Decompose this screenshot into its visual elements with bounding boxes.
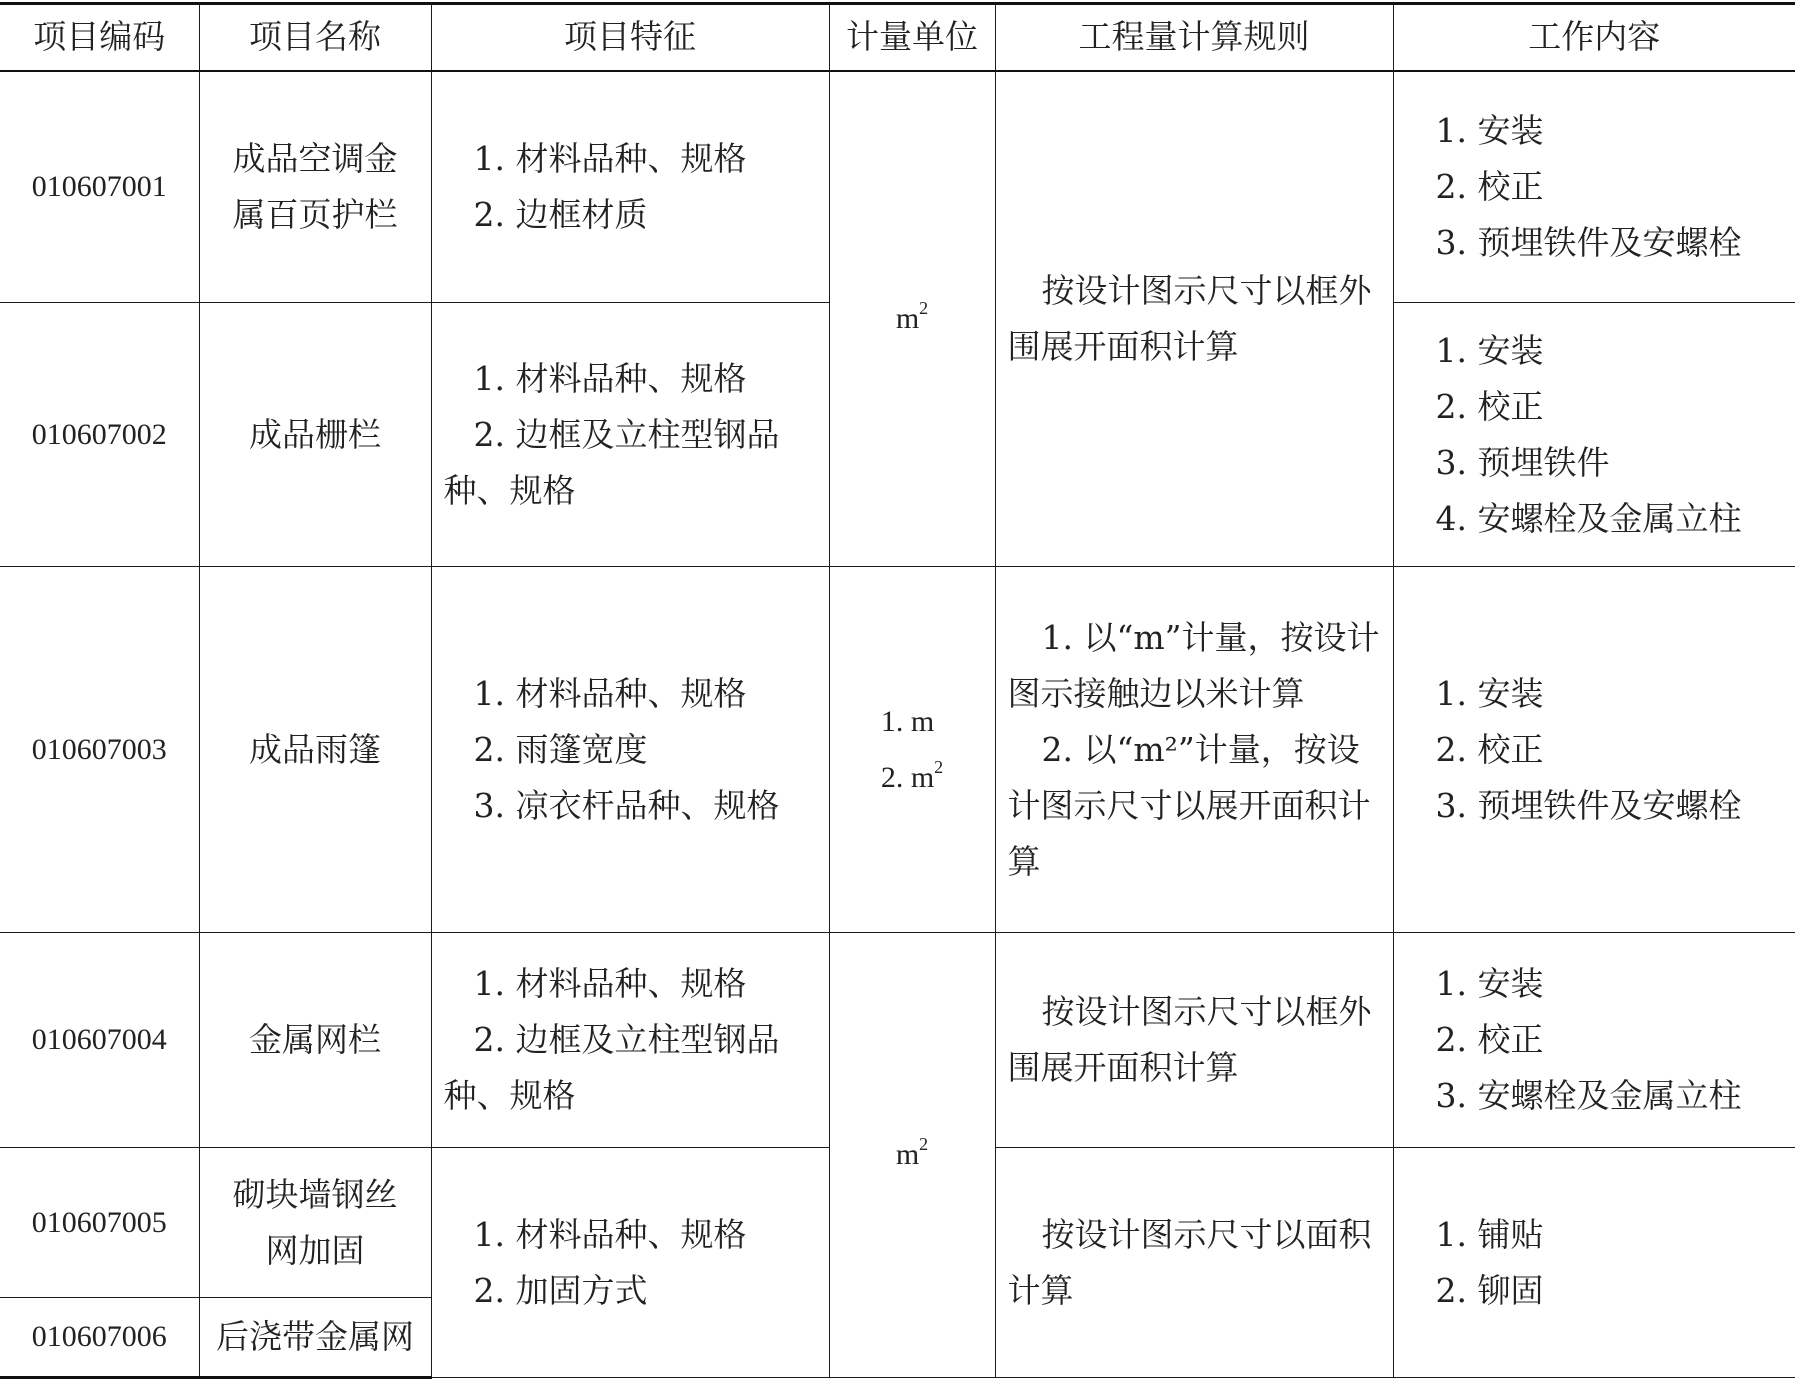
table-row bbox=[0, 71, 1795, 303]
unit-cell bbox=[829, 71, 995, 567]
rule-text: 2. 以“m²”计量，按设计图示尺寸以展开面积计算 bbox=[1007, 729, 1371, 881]
item-features bbox=[431, 71, 829, 303]
work-content bbox=[1393, 71, 1795, 303]
rule-text: 1. 以“m”计量，按设计图示接触边以米计算 bbox=[1007, 617, 1380, 713]
bill-of-quantities-table bbox=[0, 2, 1795, 1379]
calculation-rule bbox=[995, 71, 1393, 567]
item-features bbox=[431, 1148, 829, 1378]
work-line: 1. 安装 bbox=[1435, 330, 1544, 370]
work-line: 1. 安装 bbox=[1435, 673, 1544, 713]
feature-line: 2. 边框及立柱型钢品种、规格 bbox=[443, 414, 780, 510]
unit-text: m bbox=[895, 301, 920, 335]
work-line: 2. 校正 bbox=[1435, 729, 1544, 769]
unit-superscript: 2 bbox=[934, 756, 944, 777]
rule-text: 按设计图示尺寸以框外围展开面积计算 bbox=[1007, 270, 1372, 366]
item-code: 010607002 bbox=[0, 303, 199, 567]
unit-superscript: 2 bbox=[919, 1134, 929, 1154]
calculation-rule bbox=[995, 1148, 1393, 1378]
work-line: 2. 校正 bbox=[1435, 386, 1544, 426]
item-name: 后浇带金属网 bbox=[199, 1298, 431, 1378]
rule-text: 按设计图示尺寸以面积计算 bbox=[1007, 1214, 1372, 1310]
work-line: 3. 预埋铁件及安螺栓 bbox=[1435, 222, 1742, 262]
feature-line: 1. 材料品种、规格 bbox=[473, 1214, 747, 1254]
work-content bbox=[1393, 303, 1795, 567]
unit-line-text: 2. m bbox=[880, 760, 935, 794]
item-name-text: 成品空调金属百页护栏 bbox=[232, 138, 398, 234]
work-line: 3. 预埋铁件 bbox=[1435, 442, 1610, 482]
feature-line: 1. 材料品种、规格 bbox=[473, 138, 747, 178]
work-content bbox=[1393, 1148, 1795, 1378]
table-row bbox=[0, 567, 1795, 933]
feature-line: 2. 边框材质 bbox=[473, 194, 648, 234]
header-work-content: 工作内容 bbox=[1393, 4, 1795, 71]
unit-cell bbox=[829, 933, 995, 1378]
item-code: 010607006 bbox=[0, 1298, 199, 1378]
feature-line: 2. 雨篷宽度 bbox=[473, 729, 648, 769]
work-line: 3. 预埋铁件及安螺栓 bbox=[1435, 785, 1742, 825]
work-content bbox=[1393, 567, 1795, 933]
work-line: 3. 安螺栓及金属立柱 bbox=[1435, 1076, 1742, 1115]
feature-line: 1. 材料品种、规格 bbox=[473, 964, 747, 1003]
calculation-rule bbox=[995, 567, 1393, 933]
item-name: 成品栅栏 bbox=[199, 303, 431, 567]
unit-list bbox=[881, 694, 943, 806]
unit-superscript: 2 bbox=[919, 297, 929, 318]
item-features bbox=[431, 303, 829, 567]
item-name: 成品雨篷 bbox=[199, 567, 431, 933]
header-item-features: 项目特征 bbox=[431, 4, 829, 71]
item-name bbox=[199, 71, 431, 303]
table-row bbox=[0, 933, 1795, 1148]
rule-text: 按设计图示尺寸以框外围展开面积计算 bbox=[1007, 992, 1372, 1087]
unit-line bbox=[881, 750, 943, 806]
work-line: 2. 铆固 bbox=[1435, 1270, 1544, 1310]
item-code: 010607001 bbox=[0, 71, 199, 303]
item-code: 010607004 bbox=[0, 933, 199, 1148]
header-item-name: 项目名称 bbox=[199, 4, 431, 71]
feature-line: 1. 材料品种、规格 bbox=[473, 673, 747, 713]
work-line: 1. 安装 bbox=[1435, 110, 1544, 150]
item-code: 010607005 bbox=[0, 1148, 199, 1298]
work-line: 2. 校正 bbox=[1435, 166, 1544, 206]
item-name bbox=[199, 1148, 431, 1298]
work-line: 4. 安螺栓及金属立柱 bbox=[1435, 498, 1742, 538]
work-line: 1. 安装 bbox=[1435, 964, 1544, 1003]
feature-line: 2. 加固方式 bbox=[473, 1270, 648, 1310]
header-unit: 计量单位 bbox=[829, 4, 995, 71]
item-features bbox=[431, 567, 829, 933]
feature-line: 2. 边框及立柱型钢品种、规格 bbox=[443, 1020, 780, 1115]
work-line: 2. 校正 bbox=[1435, 1020, 1544, 1059]
item-features bbox=[431, 933, 829, 1148]
unit-cell bbox=[829, 567, 995, 933]
item-code: 010607003 bbox=[0, 567, 199, 933]
work-content bbox=[1393, 933, 1795, 1148]
feature-line: 3. 凉衣杆品种、规格 bbox=[473, 785, 780, 825]
work-line: 1. 铺贴 bbox=[1435, 1214, 1544, 1254]
feature-line: 1. 材料品种、规格 bbox=[473, 358, 747, 398]
unit-line: 1. m bbox=[880, 704, 935, 738]
item-name: 金属网栏 bbox=[199, 933, 431, 1148]
unit-text: m bbox=[895, 1138, 920, 1171]
item-name-text: 砌块墙钢丝网加固 bbox=[232, 1174, 398, 1270]
header-calculation-rule: 工程量计算规则 bbox=[995, 4, 1393, 71]
header-row bbox=[0, 4, 1795, 71]
header-item-code: 项目编码 bbox=[0, 4, 199, 71]
calculation-rule bbox=[995, 933, 1393, 1148]
